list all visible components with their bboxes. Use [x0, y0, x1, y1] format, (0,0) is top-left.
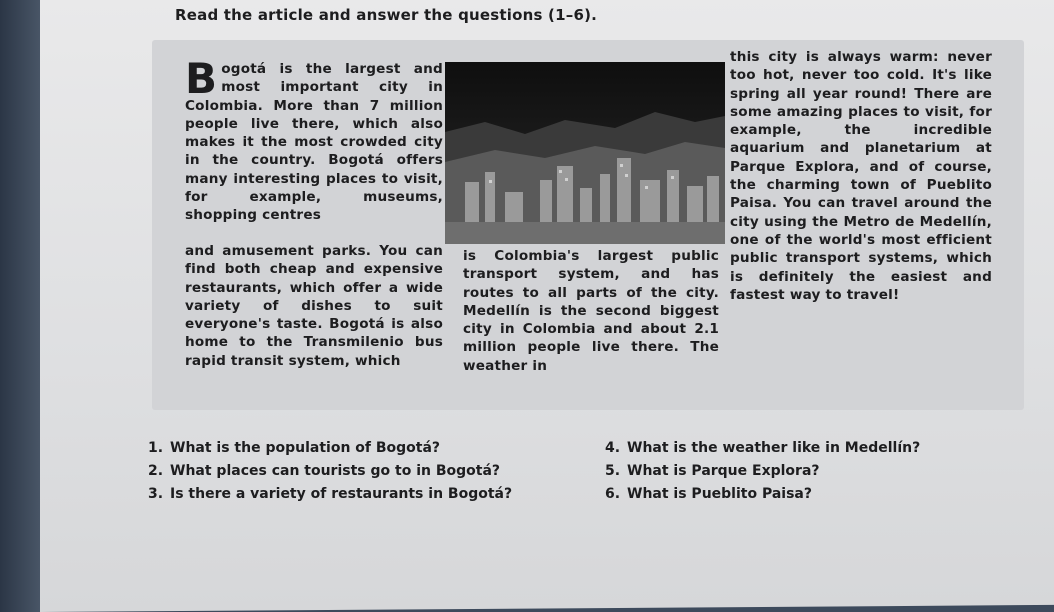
question-item	[605, 483, 1025, 506]
question-text: What is the population of Bogotá?	[170, 440, 441, 456]
question-number: 6.	[605, 486, 621, 502]
city-photo-icon	[445, 62, 725, 244]
question-item	[605, 460, 1025, 483]
city-photo	[445, 62, 725, 244]
question-number: 1.	[148, 440, 164, 456]
questions-left	[148, 437, 588, 506]
question-item	[148, 460, 588, 483]
instruction-heading: Read the article and answer the questions (1–6).	[175, 6, 598, 24]
question-number: 3.	[148, 486, 164, 502]
drop-cap: B	[185, 54, 218, 103]
article-column-2: is Colombia's largest public transport system, and has routes to all parts of the city. Medellín is the second biggest city in Colombia and about 2.1 million people live there. The weather in	[463, 248, 719, 374]
question-item	[148, 483, 588, 506]
article-column-1-bottom: and amusement parks. You can find both cheap and expensive restaurants, which offer a wide variety of dishes to suit everyone's taste. Bogotá is also home to the Transmilenio bus rapid transit system, which	[185, 243, 443, 369]
question-text: What is Parque Explora?	[627, 463, 820, 479]
question-text: What is Pueblito Paisa?	[627, 486, 812, 502]
article-text-1: ogotá is the largest and most important city in Colombia. More than 7 million people live there, which also makes it the most crowded city in the country. Bogotá offers many interesting places to visit, for example, museums, shopping centres	[185, 61, 443, 224]
question-text: What places can tourists go to in Bogotá?	[170, 463, 501, 479]
question-item	[605, 437, 1025, 460]
questions-right	[605, 437, 1025, 506]
question-number: 5.	[605, 463, 621, 479]
article-column-3: this city is always warm: never too hot, never too cold. It's like spring all year round! There are some amazing places to visit, for example, the incredible aquarium and planetarium at Parque Explora, and of course, the charming town of Pueblito Paisa. You can travel around the city using the Metro de Medellín, one of the world's most efficient public transport systems, which is definitely the easiest and fastest way to travel!	[730, 49, 992, 303]
question-text: Is there a variety of restaurants in Bogotá?	[170, 486, 513, 502]
question-number: 4.	[605, 440, 621, 456]
question-text: What is the weather like in Medellín?	[627, 440, 921, 456]
question-number: 2.	[148, 463, 164, 479]
article-column-1-top	[185, 54, 443, 225]
question-item	[148, 437, 588, 460]
